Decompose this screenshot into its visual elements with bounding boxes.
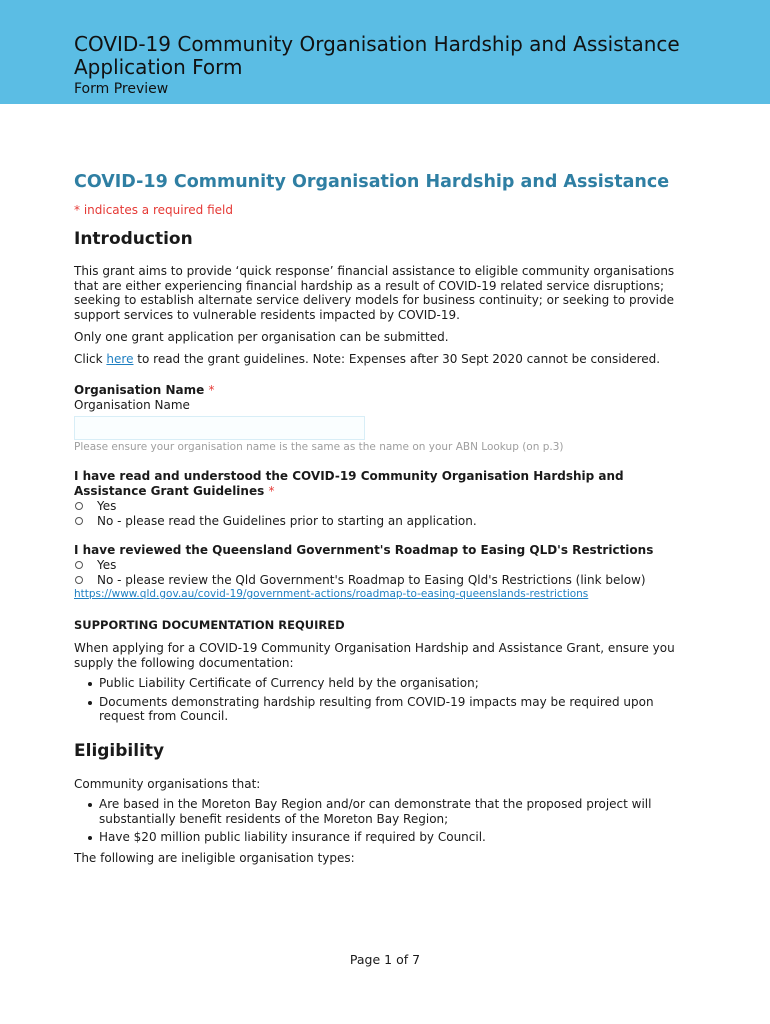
introduction-heading: Introduction (74, 229, 193, 249)
supporting-docs-list (74, 676, 694, 724)
radio-button[interactable] (75, 576, 83, 584)
organisation-name-sublabel: Organisation Name (74, 398, 190, 412)
organisation-name-input[interactable] (74, 416, 365, 440)
eligibility-paragraph: Community organisations that: (74, 776, 261, 791)
page-number: Page 1 of 7 (349, 952, 421, 967)
option-label: Yes (97, 499, 117, 513)
organisation-name-hint: Please ensure your organisation name is the same as the name on your ABN Lookup (on p.3) (74, 441, 564, 453)
radio-button[interactable] (75, 502, 83, 510)
option-label: No - please read the Guidelines prior to starting an application. (97, 513, 477, 528)
organisation-name-label (74, 383, 694, 398)
form-content (74, 170, 694, 865)
intro-paragraph: This grant aims to provide ‘quick response’ financial assistance to eligible community organisations that are either experiencing financial hardship as a result of COVID-19 related service disruptions; seeking to establish alternate service delivery models for business continuity; or seeking to provide support services to vulnerable residents impacted by COVID-19. (74, 264, 675, 322)
guidelines-question-label (74, 469, 694, 499)
form-title: COVID-19 Community Organisation Hardship and Assistance (74, 172, 670, 192)
page-subtitle: Form Preview (74, 81, 169, 97)
roadmap-option-yes[interactable] (74, 558, 694, 573)
guidelines-option-no[interactable] (74, 514, 694, 529)
supporting-docs-paragraph: When applying for a COVID-19 Community Organisation Hardship and Assistance Grant, ensure you supply the following documentation: (74, 641, 675, 670)
guidelines-option-yes[interactable] (74, 499, 694, 514)
guidelines-text-after: to read the grant guidelines. Note: Expenses after 30 Sept 2020 cannot be considered. (133, 351, 661, 366)
page-title: COVID-19 Community Organisation Hardship and Assistance Application Form (74, 32, 680, 79)
list-item: Have $20 million public liability insurance if required by Council. (93, 830, 694, 845)
eligibility-list (74, 797, 694, 845)
ineligible-types-paragraph: The following are ineligible organisation types: (74, 850, 355, 865)
roadmap-option-no[interactable] (74, 573, 694, 588)
one-application-note: Only one grant application per organisation can be submitted. (74, 330, 449, 344)
supporting-docs-heading: SUPPORTING DOCUMENTATION REQUIRED (74, 618, 345, 632)
organisation-name-label-text: Organisation Name (74, 383, 205, 397)
eligibility-heading: Eligibility (74, 740, 165, 761)
option-label: Yes (97, 558, 117, 572)
required-star: * (208, 383, 215, 397)
radio-button[interactable] (75, 517, 83, 525)
option-label: No - please review the Qld Government's Roadmap to Easing Qld's Restrictions (link below) (97, 572, 646, 587)
guidelines-text-before: Click (74, 351, 107, 366)
guidelines-paragraph (74, 352, 694, 367)
list-item: Are based in the Moreton Bay Region and/or can demonstrate that the proposed project will substantially benefit residents of the Moreton Bay Region; (93, 797, 694, 826)
guidelines-question-text: I have read and understood the COVID-19 Community Organisation Hardship and Assistance Grant Guidelines (74, 469, 624, 498)
guidelines-link[interactable]: here (106, 351, 134, 366)
radio-button[interactable] (75, 561, 83, 569)
roadmap-link[interactable]: https://www.qld.gov.au/covid-19/government-actions/roadmap-to-easing-queenslands-restrictions (74, 588, 589, 600)
roadmap-question-label: I have reviewed the Queensland Government's Roadmap to Easing QLD's Restrictions (74, 543, 654, 557)
required-field-note: * indicates a required field (74, 203, 233, 217)
required-star: * (268, 484, 275, 498)
list-item: Documents demonstrating hardship resulting from COVID-19 impacts may be required upon request from Council. (93, 695, 694, 724)
list-item: Public Liability Certificate of Currency held by the organisation; (93, 676, 694, 691)
